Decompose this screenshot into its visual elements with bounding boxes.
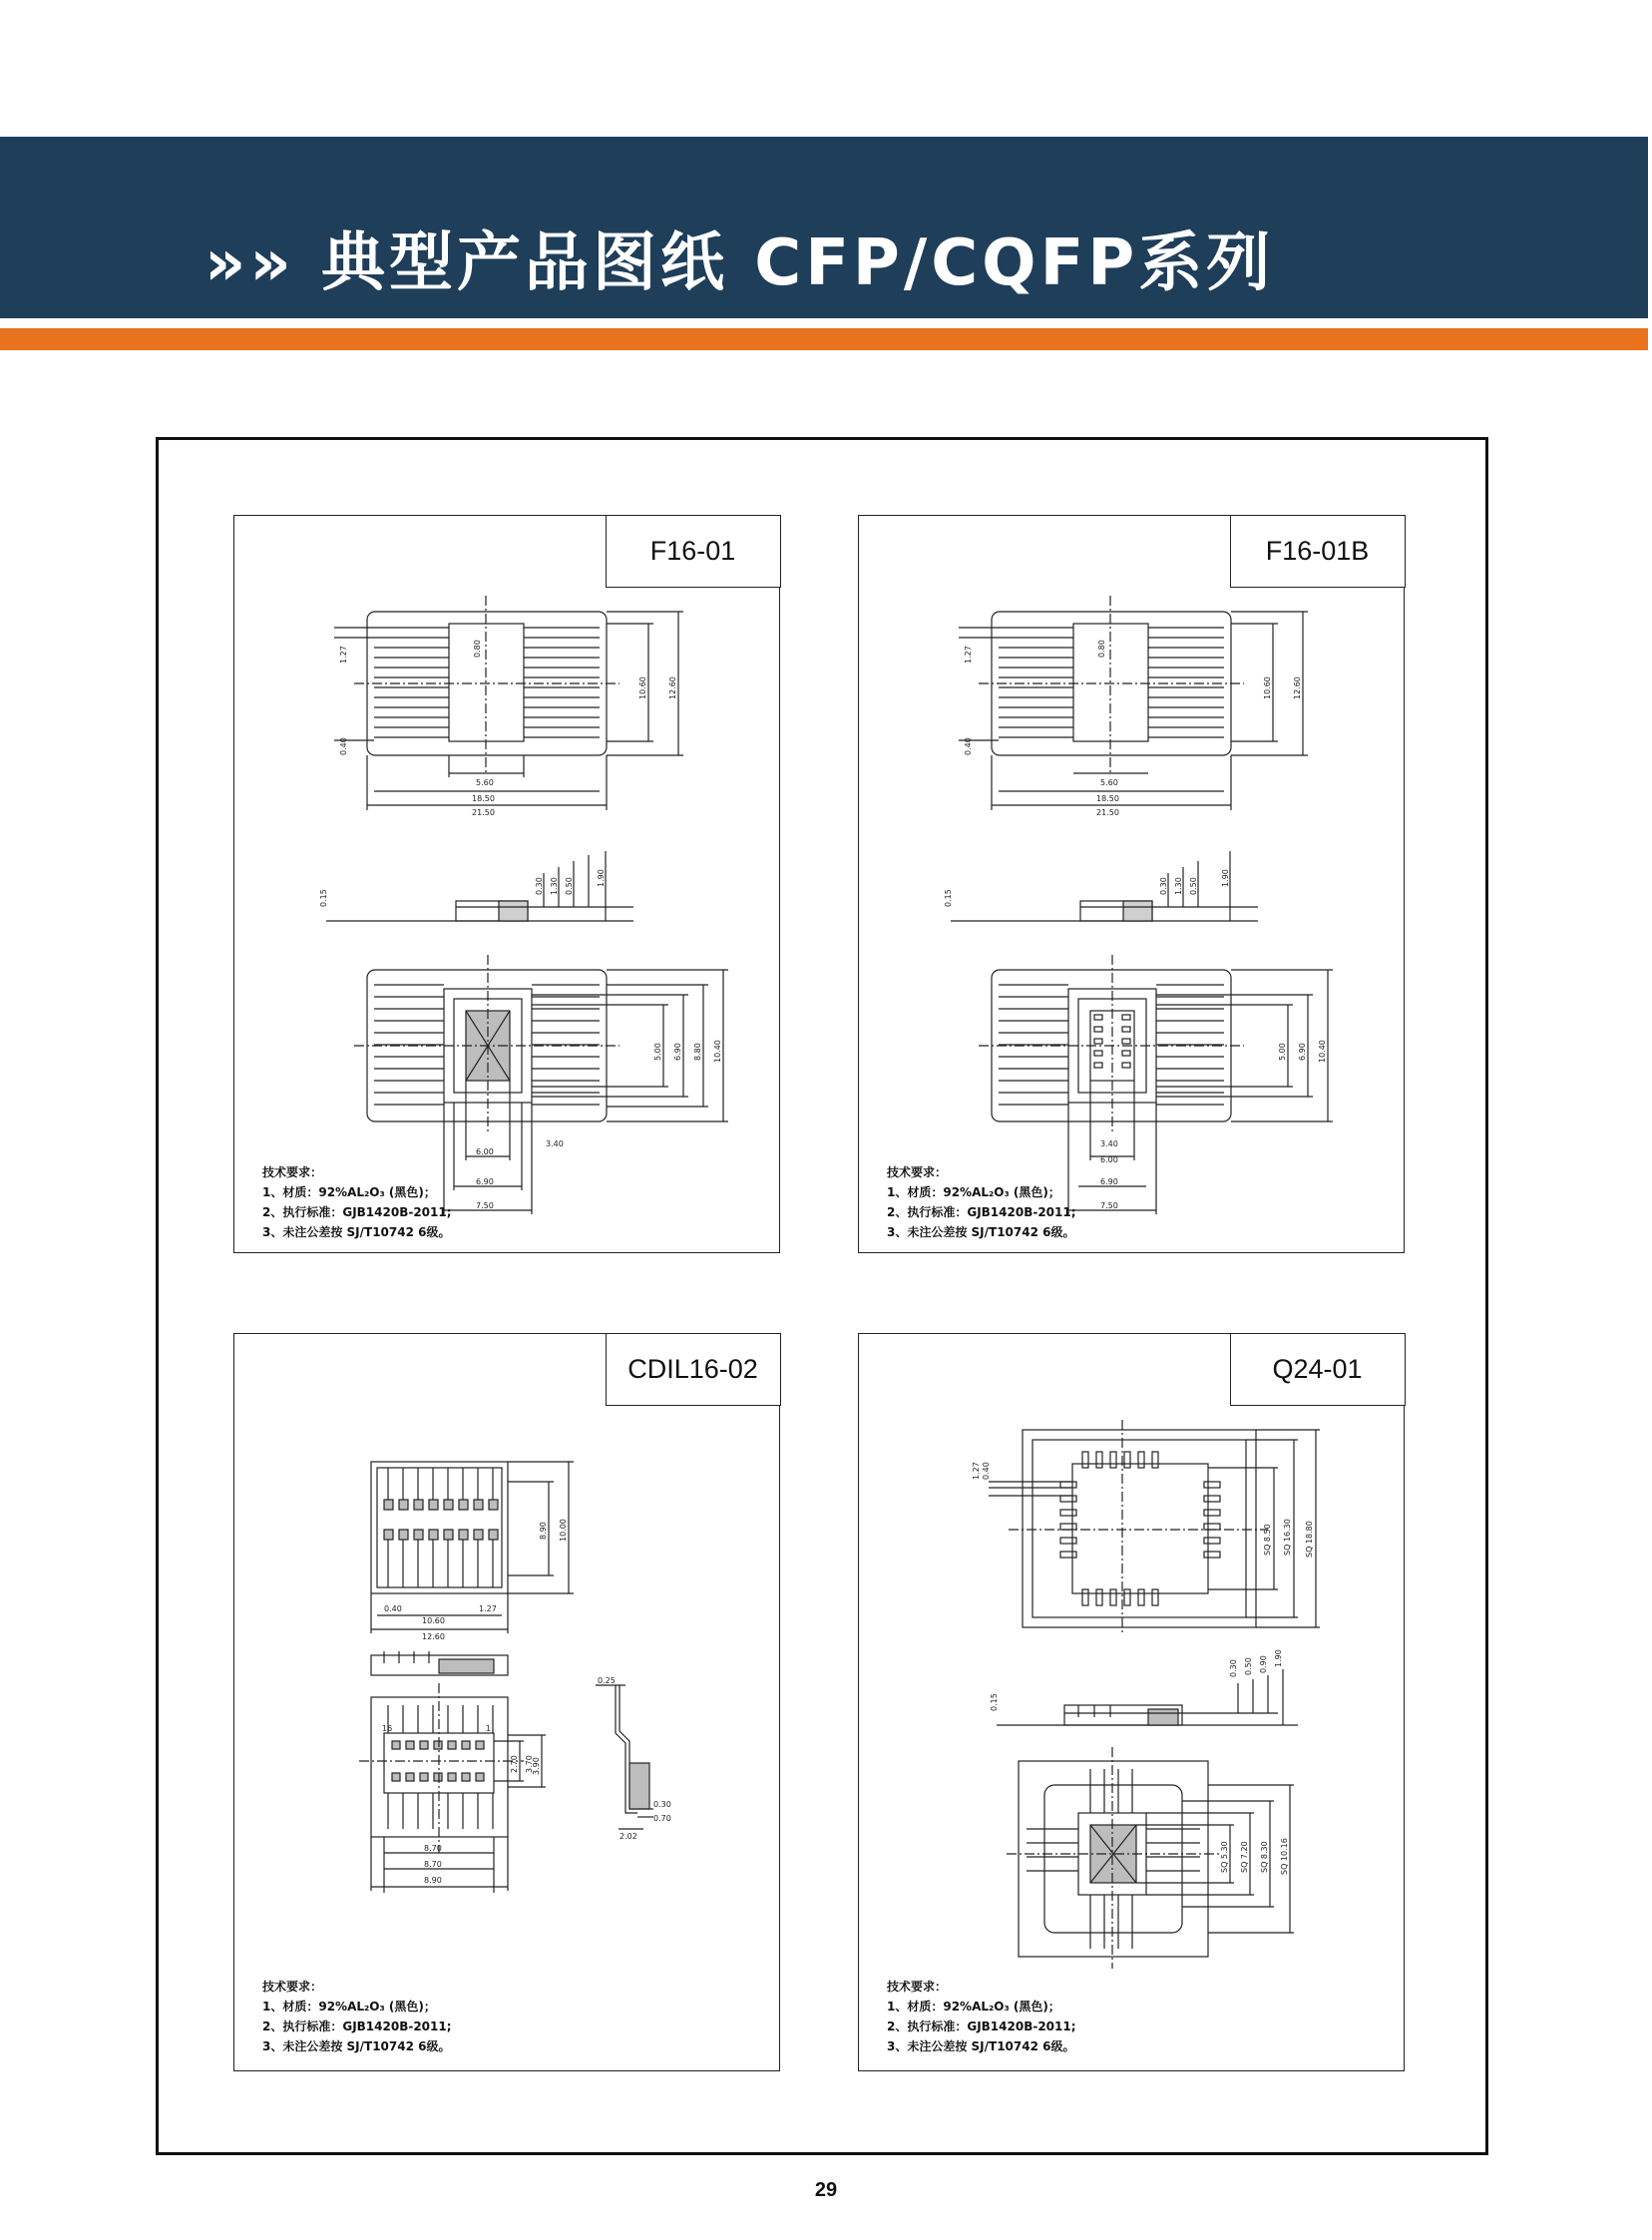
chevrons-icon: »» bbox=[205, 226, 295, 300]
dim-label: 8.90 bbox=[424, 1876, 442, 1885]
package-drawing bbox=[234, 516, 781, 1254]
dim-label: 8.80 bbox=[693, 1043, 702, 1061]
dim-label: 6.90 bbox=[1298, 1043, 1307, 1061]
dim-label: 7.50 bbox=[1100, 1201, 1118, 1210]
dim-label: SQ 5.30 bbox=[1220, 1841, 1229, 1873]
dim-label: 0.50 bbox=[1244, 1657, 1253, 1675]
drawing-panel-cdil16-02 bbox=[233, 1333, 780, 2071]
page-title bbox=[205, 212, 1274, 303]
dim-label: 3.40 bbox=[546, 1139, 564, 1148]
dim-label: 10.60 bbox=[1263, 676, 1272, 699]
dim-label: 0.25 bbox=[598, 1676, 616, 1685]
dim-label: SQ 16.30 bbox=[1283, 1519, 1292, 1556]
dim-label: SQ 7.20 bbox=[1240, 1841, 1249, 1873]
dim-label: 6.90 bbox=[673, 1043, 682, 1061]
dim-label: 10.40 bbox=[713, 1040, 722, 1063]
package-drawing bbox=[234, 1334, 781, 2072]
dim-label: 0.40 bbox=[384, 1604, 402, 1613]
dim-label: 2.02 bbox=[620, 1832, 637, 1841]
dim-label: 0.30 bbox=[535, 877, 544, 895]
dim-label: 18.50 bbox=[1096, 794, 1119, 803]
dim-label: 0.70 bbox=[653, 1814, 671, 1823]
dim-label: 0.50 bbox=[1189, 877, 1198, 895]
dim-label: 0.40 bbox=[339, 737, 348, 755]
dim-label: 0.80 bbox=[1097, 640, 1106, 658]
dim-label: 6.00 bbox=[476, 1147, 494, 1156]
dim-label: 12.60 bbox=[668, 676, 677, 699]
dim-label: 12.60 bbox=[422, 1632, 445, 1641]
dim-label: 21.50 bbox=[1096, 808, 1119, 817]
dim-label: SQ 18.80 bbox=[1305, 1521, 1314, 1558]
dim-label: 8.70 bbox=[424, 1860, 442, 1869]
package-drawing bbox=[859, 1334, 1406, 2072]
page-title-text: 典型产品图纸 CFP/CQFP系列 bbox=[320, 226, 1275, 300]
dim-label: 1.90 bbox=[1221, 869, 1230, 887]
dim-label: 6.90 bbox=[476, 1177, 494, 1186]
dim-label: 21.50 bbox=[472, 808, 495, 817]
dim-label: SQ 8.50 bbox=[1263, 1524, 1272, 1556]
dim-label: 3.40 bbox=[1100, 1139, 1118, 1148]
dim-label: 0.40 bbox=[982, 1462, 991, 1480]
panel-title: F16-01B bbox=[1230, 515, 1406, 588]
dim-label: 5.00 bbox=[653, 1043, 662, 1061]
dim-label: 0.15 bbox=[990, 1693, 999, 1711]
dim-label: 0.30 bbox=[1229, 1659, 1238, 1677]
dim-label: 1.27 bbox=[479, 1604, 497, 1613]
dim-label: 10.00 bbox=[559, 1519, 568, 1542]
dim-label: 0.30 bbox=[653, 1800, 671, 1809]
dim-label: 8.70 bbox=[424, 1844, 442, 1853]
dim-label: 6.00 bbox=[1100, 1155, 1118, 1164]
dim-label: 0.15 bbox=[944, 889, 953, 907]
dim-label: 1.90 bbox=[597, 869, 606, 887]
dim-label: 1.27 bbox=[972, 1462, 981, 1480]
page-number: 29 bbox=[814, 2179, 838, 2201]
dim-label: 3.70 bbox=[525, 1755, 534, 1773]
dim-label: 5.60 bbox=[1100, 778, 1118, 787]
dim-label: 10.60 bbox=[422, 1616, 445, 1625]
technical-notes: 技术要求： 1、材质：92%AL₂O₃ (黑色)； 2、执行标准：GJB1420B-2011; 3、未注公差按 SJ/T10742 6级。 bbox=[262, 1165, 452, 1239]
dim-label: 10.40 bbox=[1318, 1040, 1327, 1063]
drawing-panel-q24-01 bbox=[858, 1333, 1405, 2071]
dim-label: 1.30 bbox=[550, 877, 559, 895]
dim-label: 0.30 bbox=[1159, 877, 1168, 895]
dim-label: 0.80 bbox=[473, 640, 482, 658]
dim-label: 0.50 bbox=[565, 877, 574, 895]
dim-label: 5.00 bbox=[1278, 1043, 1287, 1061]
dim-label: SQ 8.30 bbox=[1260, 1841, 1269, 1873]
dim-label: 1 bbox=[486, 1724, 492, 1733]
dim-label: SQ 10.16 bbox=[1280, 1838, 1289, 1875]
drawing-panel-f16-01 bbox=[233, 515, 780, 1253]
dim-label: 0.15 bbox=[319, 889, 328, 907]
panel-title: F16-01 bbox=[606, 515, 781, 588]
dim-label: 6.90 bbox=[1100, 1177, 1118, 1186]
dim-label: 7.50 bbox=[476, 1201, 494, 1210]
technical-notes: 技术要求： 1、材质：92%AL₂O₃ (黑色)； 2、执行标准：GJB1420B-2011; 3、未注公差按 SJ/T10742 6级。 bbox=[887, 1980, 1076, 2053]
accent-bar bbox=[0, 328, 1648, 350]
dim-label: 12.60 bbox=[1293, 676, 1302, 699]
dim-label: 5.60 bbox=[476, 778, 494, 787]
dim-label: 16 bbox=[382, 1724, 393, 1733]
dim-label: 1.30 bbox=[1174, 877, 1183, 895]
technical-notes: 技术要求： 1、材质：92%AL₂O₃ (黑色)； 2、执行标准：GJB1420B-2011; 3、未注公差按 SJ/T10742 6级。 bbox=[887, 1165, 1076, 1239]
dim-label: 3.90 bbox=[532, 1757, 541, 1775]
dim-label: 1.27 bbox=[339, 646, 348, 664]
technical-notes: 技术要求： 1、材质：92%AL₂O₃ (黑色)； 2、执行标准：GJB1420B-2011; 3、未注公差按 SJ/T10742 6级。 bbox=[262, 1980, 452, 2053]
dim-label: 18.50 bbox=[472, 794, 495, 803]
dim-label: 1.27 bbox=[964, 646, 973, 664]
panel-title: Q24-01 bbox=[1230, 1333, 1406, 1406]
drawing-panel-f16-01b bbox=[858, 515, 1405, 1253]
dim-label: 10.60 bbox=[638, 676, 647, 699]
dim-label: 0.40 bbox=[964, 737, 973, 755]
dim-label: 8.90 bbox=[539, 1522, 548, 1540]
package-drawing bbox=[859, 516, 1406, 1254]
dim-label: 0.90 bbox=[1259, 1655, 1268, 1673]
dim-label: 2.70 bbox=[510, 1755, 519, 1773]
dim-label: 1.90 bbox=[1274, 1649, 1283, 1667]
panel-title: CDIL16-02 bbox=[606, 1333, 781, 1406]
